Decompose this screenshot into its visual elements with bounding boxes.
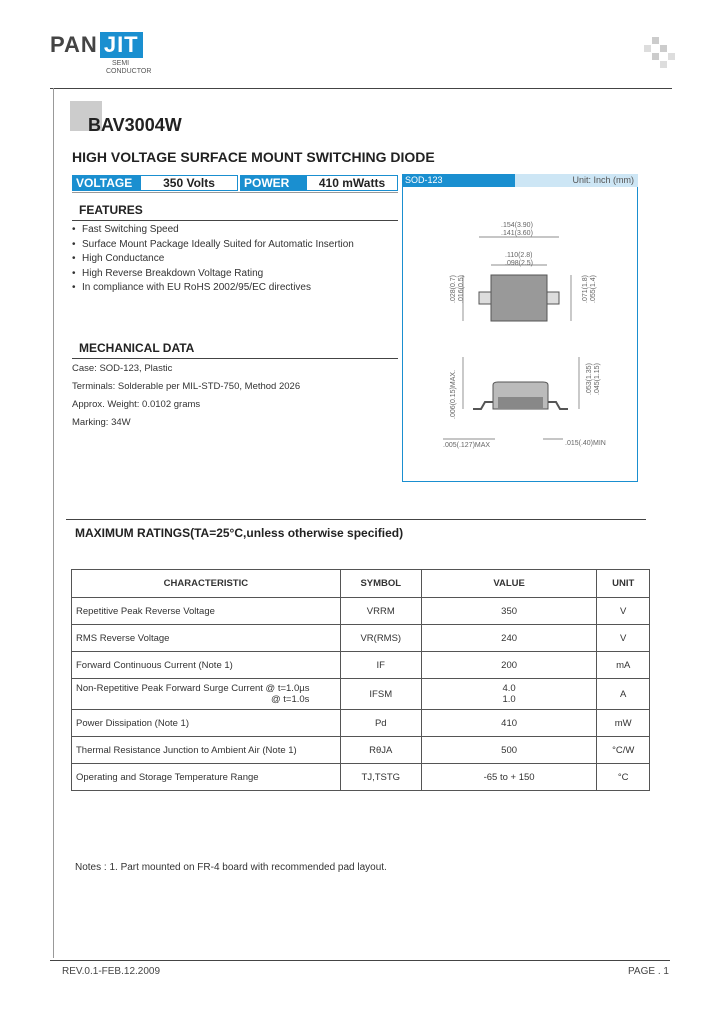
bullet-icon: • xyxy=(72,224,76,235)
bullet-icon: • xyxy=(72,238,76,250)
cell-unit-text: A xyxy=(620,688,627,700)
bullet-icon: • xyxy=(72,267,76,279)
power-label: POWER xyxy=(240,175,306,191)
cell-characteristic xyxy=(72,710,341,737)
cell-symbol xyxy=(340,679,421,710)
mechanical-list xyxy=(72,360,402,432)
cell-characteristic-text: Thermal Resistance Junction to Ambient Air (Note 1) xyxy=(76,744,297,756)
dim-label: .141(3.60) xyxy=(501,230,533,237)
dim-label: .016(0.5) xyxy=(458,274,465,303)
mechanical-heading: MECHANICAL DATA xyxy=(79,341,195,355)
cell-value-text: 4.0 xyxy=(502,683,516,694)
logo-subtext xyxy=(106,60,151,76)
mechanical-item: Marking: 34W xyxy=(72,417,131,428)
package-unit: Unit: Inch (mm) xyxy=(572,175,634,185)
table-row xyxy=(72,737,650,764)
logo-text-pan: PAN xyxy=(50,32,98,57)
mechanical-item: Terminals: Solderable per MIL-STD-750, Method 2026 xyxy=(72,381,301,392)
dim-label: .098(2.5) xyxy=(505,260,534,267)
table-row xyxy=(72,679,650,710)
cell-characteristic-text: RMS Reverse Voltage xyxy=(76,632,170,644)
cell-symbol-text: Pd xyxy=(374,717,387,729)
cell-unit xyxy=(597,737,650,764)
ratings-rule xyxy=(66,519,646,520)
dim-label: .045(1.15) xyxy=(594,363,601,395)
cell-symbol-text: IF xyxy=(376,659,385,671)
cell-symbol-text: RθJA xyxy=(369,744,393,756)
col-characteristic: CHARACTERISTIC xyxy=(72,570,341,598)
cell-unit-text: °C xyxy=(617,771,629,783)
features-heading: FEATURES xyxy=(79,203,143,217)
cell-characteristic-text: Operating and Storage Temperature Range xyxy=(76,771,259,783)
cell-unit-text: °C/W xyxy=(612,744,635,756)
revision: REV.0.1-FEB.12.2009 xyxy=(62,966,161,977)
cell-unit-text: V xyxy=(620,632,627,644)
col-symbol: SYMBOL xyxy=(340,570,421,598)
cell-unit xyxy=(597,625,650,652)
cell-symbol xyxy=(340,737,421,764)
cell-value-text: 200 xyxy=(501,659,518,671)
cell-value-text-2: 1.0 xyxy=(502,694,516,705)
cell-characteristic xyxy=(72,625,341,652)
cell-characteristic xyxy=(72,737,341,764)
cell-characteristic xyxy=(72,679,341,710)
table-row xyxy=(72,598,650,625)
specbar-underline xyxy=(72,192,398,193)
cell-characteristic-text: Forward Continuous Current (Note 1) xyxy=(76,659,233,671)
max-ratings-table xyxy=(71,569,650,791)
voltage-label: VOLTAGE xyxy=(72,175,140,191)
page-title: HIGH VOLTAGE SURFACE MOUNT SWITCHING DIODE xyxy=(72,149,435,165)
table-row xyxy=(72,764,650,791)
cell-value xyxy=(421,625,597,652)
cell-unit-text: V xyxy=(620,605,627,617)
page-number: PAGE . 1 xyxy=(628,966,669,977)
feature-item: • In compliance with EU RoHS 2002/95/EC directives xyxy=(72,281,402,296)
table-header-row xyxy=(72,570,650,598)
cell-value xyxy=(421,652,597,679)
table-row xyxy=(72,625,650,652)
cell-symbol-text: VR(RMS) xyxy=(360,632,402,644)
cell-value-text: 240 xyxy=(501,632,518,644)
dim-label: .154(3.90) xyxy=(501,222,533,229)
dim-label: .055(1.4) xyxy=(590,274,597,303)
cell-characteristic-text: Power Dissipation (Note 1) xyxy=(76,717,189,729)
col-unit: UNIT xyxy=(597,570,650,598)
cell-value-text: -65 to + 150 xyxy=(483,771,535,783)
features-list xyxy=(72,223,402,296)
cell-symbol xyxy=(340,710,421,737)
cell-symbol xyxy=(340,598,421,625)
bullet-icon: • xyxy=(72,282,76,293)
part-number: BAV3004W xyxy=(88,115,182,135)
bullet-icon: • xyxy=(72,253,76,264)
package-name: SOD-123 xyxy=(402,174,515,187)
features-rule xyxy=(72,220,398,221)
cell-characteristic xyxy=(72,598,341,625)
package-drawing-panel xyxy=(402,187,638,482)
cell-characteristic xyxy=(72,764,341,791)
cell-value xyxy=(421,598,597,625)
max-ratings-heading: MAXIMUM RATINGS(TA=25°C,unless otherwise specified) xyxy=(75,526,404,540)
cell-symbol xyxy=(340,652,421,679)
feature-item: • High Conductance xyxy=(72,252,402,267)
mechanical-rule xyxy=(72,358,398,359)
dim-label: .015(.40)MIN xyxy=(565,440,606,447)
cell-unit-text: mA xyxy=(616,659,631,671)
cell-value xyxy=(421,710,597,737)
dim-label: .110(2.8) xyxy=(505,252,533,259)
col-value: VALUE xyxy=(421,570,597,598)
cell-symbol-text: VRRM xyxy=(366,605,395,617)
cell-value-text: 500 xyxy=(501,744,518,756)
footer-rule xyxy=(50,960,670,961)
cell-characteristic-text-2: @ t=1.0s xyxy=(271,694,310,705)
cell-unit xyxy=(597,679,650,710)
table-row xyxy=(72,710,650,737)
logo-sub-line2: CONDUCTOR xyxy=(106,68,152,75)
cell-value xyxy=(421,737,597,764)
mechanical-item: Case: SOD-123, Plastic xyxy=(72,363,173,374)
voltage-value: 350 Volts xyxy=(140,175,238,191)
mechanical-item: Approx. Weight: 0.0102 grams xyxy=(72,399,201,410)
power-value: 410 mWatts xyxy=(306,175,398,191)
cell-value xyxy=(421,679,597,710)
logo-text-jit: JIT xyxy=(100,32,143,58)
cell-value xyxy=(421,764,597,791)
dim-label: .053(1.35) xyxy=(586,363,593,395)
cell-value-text: 350 xyxy=(501,605,518,617)
left-margin-rule xyxy=(53,88,54,958)
cell-symbol xyxy=(340,625,421,652)
logo-sub-line1: SEMI xyxy=(112,60,130,67)
cell-symbol-text: TJ,TSTG xyxy=(361,771,401,783)
feature-item: • Surface Mount Package Ideally Suited for Automatic Insertion xyxy=(72,238,402,253)
dim-label: .028(0.7) xyxy=(450,274,457,303)
brand-logo xyxy=(50,32,143,58)
package-header xyxy=(402,174,638,187)
notes: Notes : 1. Part mounted on FR-4 board with recommended pad layout. xyxy=(75,862,387,873)
feature-item: • Fast Switching Speed xyxy=(72,223,402,238)
table-row xyxy=(72,652,650,679)
cell-symbol-text: IFSM xyxy=(369,688,393,700)
dim-label: .071(1.8) xyxy=(582,274,589,303)
cell-unit-text: mW xyxy=(614,717,632,729)
cell-unit xyxy=(597,652,650,679)
cell-value-text: 410 xyxy=(501,717,518,729)
header-rule xyxy=(50,88,672,89)
package-outline-drawing xyxy=(403,187,639,482)
cell-characteristic-text: Non-Repetitive Peak Forward Surge Current @ t=1.0µs xyxy=(76,683,310,694)
dim-label: .005(.127)MAX xyxy=(443,442,491,449)
cell-unit xyxy=(597,710,650,737)
cell-unit xyxy=(597,598,650,625)
dim-label: .006(0.15)MAX. xyxy=(450,369,457,419)
feature-item: • High Reverse Breakdown Voltage Rating xyxy=(72,267,402,282)
cell-characteristic-text: Repetitive Peak Reverse Voltage xyxy=(76,605,215,617)
cell-symbol xyxy=(340,764,421,791)
cell-unit xyxy=(597,764,650,791)
cell-characteristic xyxy=(72,652,341,679)
